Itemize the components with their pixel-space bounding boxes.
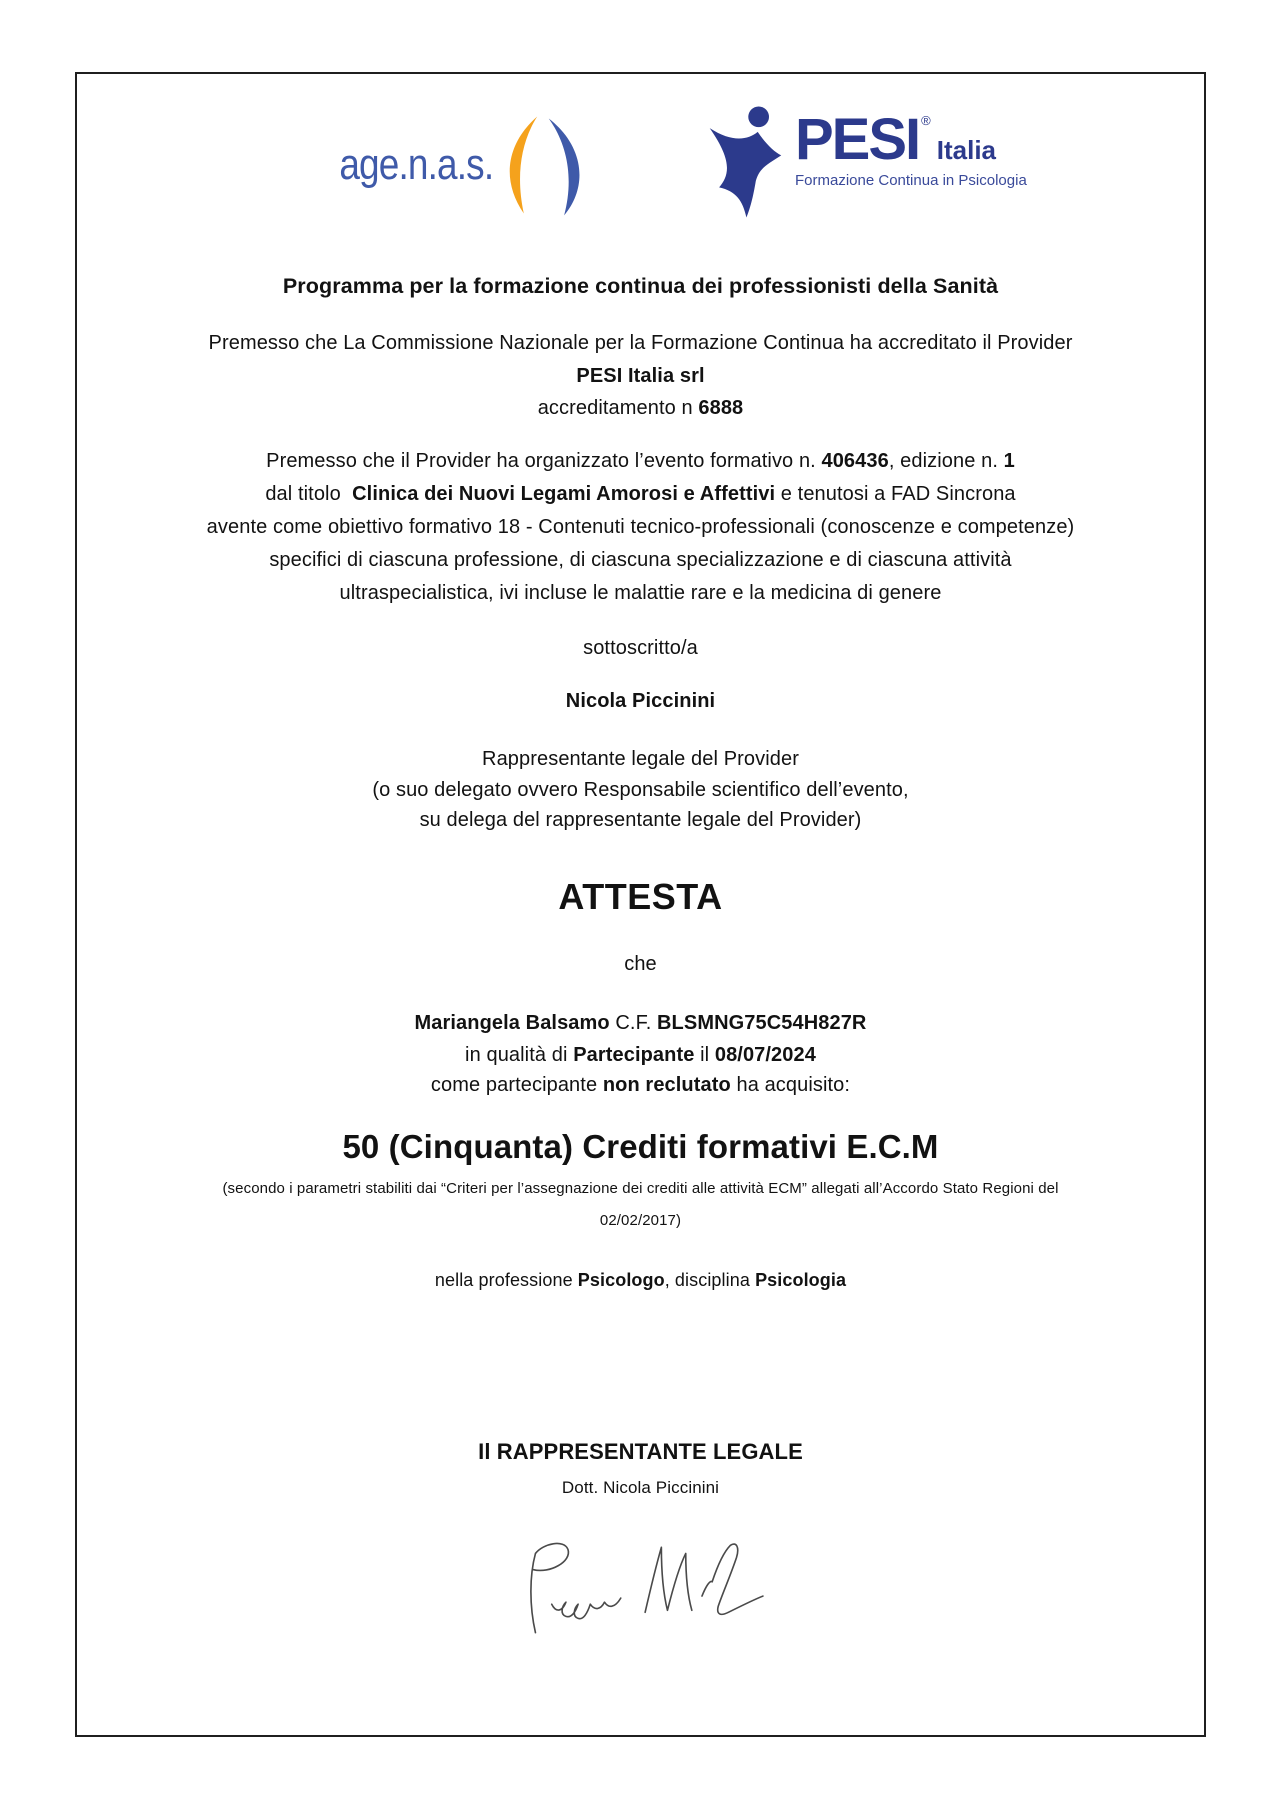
event-line-5: ultraspecialistica, ivi incluse le malattie rare e la medicina di genere [339,582,942,604]
profession-line [77,1270,1204,1291]
pesi-logo [705,104,1027,220]
text-segment: , edizione n. [888,450,1004,472]
provider-name: PESI Italia srl [576,365,705,387]
attests-heading: ATTESTA [558,876,723,917]
text-segment: in qualità di [465,1044,574,1066]
event-line-4: specifici di ciascuna professione, di ciascuna specializzazione e di ciascuna attività [269,549,1012,571]
event-title: Clinica dei Nuovi Legami Amorosi e Affettivi [346,483,776,505]
pesi-region-text: Italia [936,135,997,165]
text-segment: accreditamento n [537,397,699,419]
text-segment: il [694,1044,715,1066]
credits-headline: 50 (Cinquanta) Crediti formativi E.C.M [342,1128,939,1165]
signer-name: Dott. Nicola Piccinini [561,1478,720,1497]
agenas-wordmark: age.n.a.s. [339,140,494,189]
signature-stroke [645,1547,692,1612]
agenas-logo [310,112,591,218]
participant-line-2 [77,1044,1204,1067]
discipline: Psicologia [755,1270,847,1290]
that-line: che [624,953,657,975]
text-segment: Premesso che il Provider ha organizzato l’evento formativo n. [266,450,822,472]
legal-rep-role-2: (o suo delegato ovvero Responsabile scientifico dell’evento, [372,779,909,801]
text-segment: come partecipante [430,1074,603,1096]
agenas-orange-swoosh [510,117,538,214]
signature-stroke [531,1543,569,1632]
event-edition: 1 [1003,450,1015,472]
text-segment: , disciplina [664,1270,756,1290]
pesi-figure-head [748,106,769,127]
event-line-3: avente come obiettivo formativo 18 - Contenuti tecnico-professionali (conoscenze e competenze) [206,516,1075,538]
participant-quality: Partecipante [573,1044,695,1066]
event-date: 08/07/2024 [714,1044,816,1066]
accreditation-number-line [77,397,1204,420]
participant-line-1 [77,1012,1204,1035]
text-segment: C.F. [609,1012,658,1034]
profession: Psicologo [577,1270,665,1290]
event-line-2 [77,483,1204,506]
agenas-swoosh-icon [495,113,591,217]
credits-note-1: (secondo i parametri stabiliti dai “Criteri per l’assegnazione dei crediti alle attività ECM” allegati all’Accordo Stato Regioni del [222,1180,1059,1197]
legal-rep-name: Nicola Piccinini [565,690,716,712]
pesi-figure-body [710,128,782,217]
event-number: 406436 [821,450,889,472]
signature-stroke [702,1544,763,1614]
pesi-brand-text: PESI [795,107,920,172]
legal-rep-role-3: su delega del rappresentante legale del Provider) [419,809,862,831]
doc-title: Programma per la formazione continua dei professionisti della Sanità [282,274,999,298]
text-segment: e tenutosi a FAD Sincrona [775,483,1016,505]
recruitment-status: non reclutato [602,1074,731,1096]
accreditation-number: 6888 [698,397,744,419]
participant-line-3 [77,1074,1204,1097]
agenas-blue-swoosh [549,118,580,215]
pesi-logo-text [795,104,1027,189]
registered-mark-icon: ® [921,113,931,128]
participant-cf: BLSMNG75C54H827R [657,1012,867,1034]
text-segment: ha acquisito: [730,1074,851,1096]
text-segment: dal titolo [265,483,347,505]
legal-rep-role-1: Rappresentante legale del Provider [482,748,799,770]
signature-stroke [552,1598,621,1619]
credits-note-2: 02/02/2017) [599,1212,682,1229]
accreditation-line: Premesso che La Commissione Nazionale per la Formazione Continua ha accreditato il Provider [208,332,1073,354]
certificate-border [75,72,1206,1737]
legal-rep-heading: Il RAPPRESENTANTE LEGALE [478,1439,803,1464]
undersigned-label: sottoscritto/a [583,637,698,659]
event-line-1 [77,450,1204,473]
pesi-figure-icon [705,104,785,220]
handwritten-signature [505,1532,769,1650]
participant-name: Mariangela Balsamo [414,1012,610,1034]
pesi-tagline: Formazione Continua in Psicologia [795,172,1027,190]
text-segment: nella professione [434,1270,578,1290]
